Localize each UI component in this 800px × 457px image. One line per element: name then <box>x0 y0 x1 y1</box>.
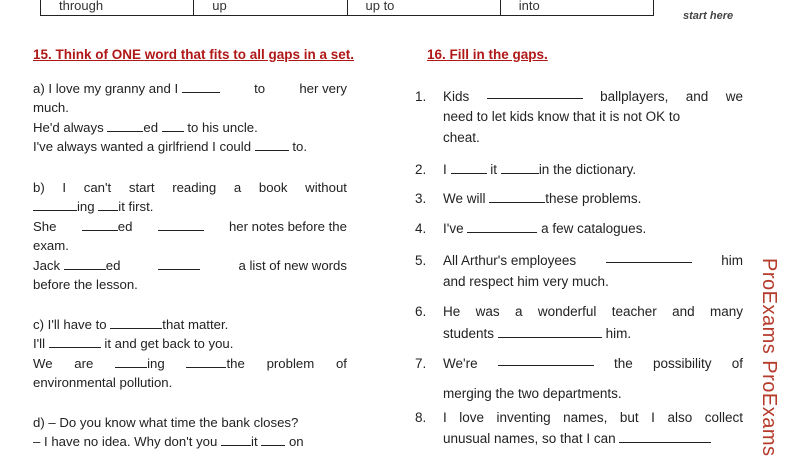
text: possibility <box>652 356 712 371</box>
text: I <box>62 180 67 195</box>
exercise-c-line1 <box>33 316 228 333</box>
item-number: 5. <box>415 253 427 268</box>
exercise-a-line4 <box>33 138 307 155</box>
text: book <box>258 180 288 195</box>
text: her notes before the <box>228 219 347 234</box>
text: I've <box>443 221 464 236</box>
text: We <box>33 356 53 371</box>
text: ed <box>117 219 133 234</box>
blank <box>186 355 226 368</box>
blank <box>221 433 251 446</box>
text: I'll <box>33 336 46 351</box>
item-number: 2. <box>415 162 427 177</box>
item2 <box>443 159 636 180</box>
text: d) – Do you know what time the bank closes? <box>33 415 299 430</box>
table-cell: up to <box>348 0 501 15</box>
text: the <box>614 356 633 371</box>
item8-line2 <box>443 428 711 449</box>
item3 <box>443 188 641 209</box>
start-here-label: start here <box>683 10 734 22</box>
text: we <box>725 89 743 104</box>
text: it <box>490 162 498 177</box>
blank <box>606 250 692 263</box>
text: a <box>233 180 242 195</box>
text: unusual names, so that I can <box>443 431 616 446</box>
exercise-a-line3 <box>33 119 258 136</box>
blank <box>33 198 77 211</box>
text: He was a wonderful teacher and many <box>443 304 743 319</box>
exercise-b-line5 <box>33 257 347 274</box>
text: ing <box>147 356 165 371</box>
text: problem <box>266 356 315 371</box>
blank <box>98 198 118 211</box>
blank <box>158 218 204 231</box>
text: a) I love my granny and I <box>33 81 179 96</box>
exercise-c-line2 <box>33 335 233 352</box>
text: ing <box>77 199 95 214</box>
item4 <box>443 218 646 239</box>
text: much. <box>33 100 69 115</box>
text: I <box>443 162 447 177</box>
proexams-watermark: ProExams ProExams <box>758 258 780 457</box>
text: environmental pollution. <box>33 375 173 390</box>
item-number: 8. <box>415 410 427 425</box>
text: it and get back to you. <box>104 336 234 351</box>
item-number: 3. <box>415 191 427 206</box>
blank <box>619 430 711 443</box>
blank <box>82 218 118 231</box>
text: He'd always <box>33 120 104 135</box>
text: ed <box>143 120 159 135</box>
blank <box>255 138 289 151</box>
blank <box>158 257 200 270</box>
item-number: 4. <box>415 221 427 236</box>
exercise-b-line3 <box>33 218 347 235</box>
table-cell: up <box>194 0 347 15</box>
item6-line2 <box>443 323 631 344</box>
text: and <box>685 89 709 104</box>
table-cell: through <box>41 0 194 15</box>
blank <box>107 119 143 132</box>
text: to his uncle. <box>187 120 258 135</box>
exercise-b-line2 <box>33 198 153 215</box>
item1-line1 <box>443 86 743 107</box>
blank <box>49 335 101 348</box>
blank <box>182 80 220 93</box>
text: it <box>251 434 258 449</box>
text: him. <box>605 326 632 341</box>
exercise-d-line2 <box>33 433 304 450</box>
text: before the lesson. <box>33 277 138 292</box>
text: her very <box>299 81 347 96</box>
text: b) <box>33 180 45 195</box>
text: that matter. <box>162 317 229 332</box>
table-cell: into <box>518 0 540 13</box>
text: it first. <box>118 199 154 214</box>
text: on <box>288 434 304 449</box>
text: students <box>443 326 495 341</box>
text: to <box>254 81 266 96</box>
blank <box>451 161 487 174</box>
blank <box>467 220 537 233</box>
text: start <box>128 180 155 195</box>
text: ed <box>105 258 121 273</box>
blank <box>489 190 545 203</box>
text: without <box>305 180 347 195</box>
text: him <box>721 253 743 268</box>
blank <box>487 86 583 99</box>
text: We will <box>443 191 486 206</box>
text: All Arthur's employees <box>443 253 577 268</box>
exercise-a-line1 <box>33 80 347 97</box>
text: the <box>226 356 245 371</box>
item-number: 1. <box>415 89 427 104</box>
text: in the dictionary. <box>538 162 637 177</box>
blank <box>498 353 594 366</box>
text: are <box>74 356 94 371</box>
text: We're <box>443 356 478 371</box>
blank <box>110 316 162 329</box>
text: I love inventing names, but I also collect <box>443 410 743 425</box>
blank <box>501 161 539 174</box>
word-table <box>40 0 654 16</box>
item-number: 6. <box>415 304 427 319</box>
section16-heading: 16. Fill in the gaps. <box>427 47 548 62</box>
text: Kids <box>443 89 470 104</box>
blank <box>64 257 106 270</box>
item-number: 7. <box>415 356 427 371</box>
text: She <box>33 219 57 234</box>
text: c) I'll have to <box>33 317 107 332</box>
item7-line1 <box>443 353 743 374</box>
text: these problems. <box>545 191 642 206</box>
text: to. <box>292 139 308 154</box>
text: I've always wanted a girlfriend I could <box>33 139 252 154</box>
text: merging the two departments. <box>443 386 622 401</box>
text: Jack <box>33 258 61 273</box>
text: need to let kids know that it is not OK to <box>443 109 681 124</box>
text: of <box>731 356 743 371</box>
exercise-c-line3 <box>33 355 347 372</box>
section15-heading: 15. Think of ONE word that fits to all gaps in a set. <box>33 47 355 62</box>
text: a few catalogues. <box>541 221 647 236</box>
text: can't <box>83 180 112 195</box>
text: a list of new words <box>238 258 347 273</box>
text: exam. <box>33 238 69 253</box>
blank <box>115 355 147 368</box>
blank <box>162 119 184 132</box>
blank <box>498 325 602 338</box>
text: ballplayers, <box>600 89 669 104</box>
blank <box>261 433 285 446</box>
text: cheat. <box>443 130 480 145</box>
exercise-b-line1 <box>33 179 347 196</box>
text: of <box>335 356 347 371</box>
text: – I have no idea. Why don't you <box>33 434 218 449</box>
item5-line1 <box>443 250 743 271</box>
text: and respect him very much. <box>443 274 609 289</box>
text: reading <box>172 180 217 195</box>
